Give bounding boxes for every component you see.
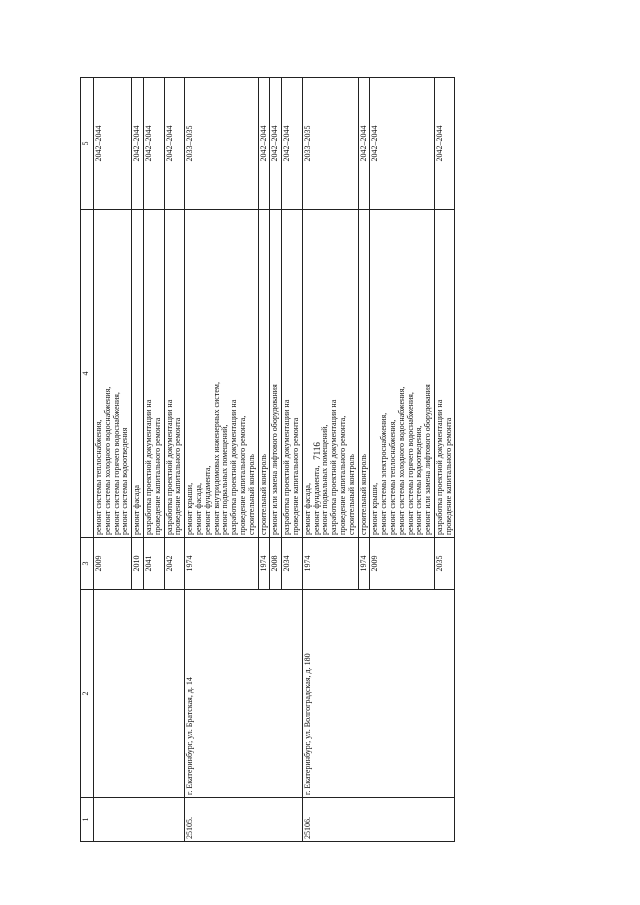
work-item: ремонт фундамента, (202, 465, 212, 535)
work-item: проведение капитального ремонта (152, 417, 162, 535)
header-col-2: 2 (81, 590, 94, 798)
table-header (81, 78, 94, 842)
table-row (302, 78, 358, 842)
period-cell: 2033–2035 (185, 78, 258, 210)
work-item: ремонт или замена лифтового оборудования (270, 384, 280, 535)
year-cell: 2009 (370, 538, 435, 590)
address-cell (94, 590, 185, 798)
work-item: ремонт системы теплоснабжения, (387, 419, 397, 535)
work-item: проведение капитального ремонта (290, 417, 300, 535)
header-row (81, 78, 94, 842)
header-col-4: 4 (81, 210, 94, 538)
work-item: разработка проектной документации на (329, 399, 339, 535)
work-item: разработка проектной документации на (282, 399, 292, 535)
year-cell: 2009 (94, 538, 132, 590)
work-item: проведение капитального ремонта, (237, 415, 247, 535)
period-cell: 2042–2044 (143, 78, 164, 210)
header-col-1: 1 (81, 798, 94, 842)
work-item: ремонт или замена лифтового оборудования (423, 384, 433, 535)
address-cell: г. Екатеринбург, ул. Братская, д. 14 (185, 590, 303, 798)
work-item: ремонт внутридомовых инженерных систем, (211, 382, 221, 535)
table-row (94, 78, 132, 842)
period-cell: 2042–2044 (270, 78, 282, 210)
work-item: ремонт системы горячего водоснабжения, (111, 392, 121, 535)
work-item: ремонт системы электроснабжения, (379, 412, 389, 535)
period-cell: 2033–2035 (302, 78, 358, 210)
work-item: ремонт системы теплоснабжения, (94, 419, 103, 535)
period-cell: 2042–2044 (358, 78, 370, 210)
header-col-5: 5 (81, 78, 94, 210)
period-cell: 2042–2044 (370, 78, 435, 210)
row-number-cell: 25106. (302, 798, 455, 842)
work-item: проведение капитального ремонта, (337, 415, 347, 535)
page-number: 7116 (311, 442, 322, 460)
address-cell: г. Екатеринбург, ул. Волгоградская, д. 180 (302, 590, 455, 798)
works-cell (358, 210, 370, 538)
works-cell (282, 210, 303, 538)
works-cell (302, 210, 358, 538)
works-cell (164, 210, 185, 538)
work-item: ремонт фасада, (193, 483, 203, 535)
work-item: проведение капитального ремонта (443, 417, 453, 535)
works-cell (143, 210, 164, 538)
period-cell: 2042–2044 (282, 78, 303, 210)
year-cell: 1974 (302, 538, 358, 590)
work-item: ремонт системы холодного водоснабжения, (396, 386, 406, 535)
work-item: ремонт фундамента, (311, 465, 321, 535)
works-cell (132, 210, 144, 538)
year-cell: 2041 (143, 538, 164, 590)
work-item: строительный контроль (246, 454, 256, 535)
period-cell: 2042–2044 (132, 78, 144, 210)
work-item: ремонт фасада, (302, 483, 312, 535)
work-item: разработка проектной документации на (164, 399, 174, 535)
row-number-cell (94, 798, 185, 842)
works-cell (185, 210, 258, 538)
work-item: строительный контроль (358, 454, 368, 535)
period-cell: 2042–2044 (434, 78, 455, 210)
work-item: разработка проектной документации на (229, 399, 239, 535)
works-cell (370, 210, 435, 538)
work-item: ремонт системы водоотведения, (414, 425, 424, 535)
work-item: ремонт системы холодного водоснабжения, (102, 386, 112, 535)
year-cell: 1974 (358, 538, 370, 590)
work-item: строительный контроль (258, 454, 268, 535)
works-cell (258, 210, 270, 538)
repair-schedule-table (80, 77, 455, 842)
work-item: ремонт подвальных помещений, (320, 424, 330, 535)
year-cell: 2008 (270, 538, 282, 590)
rotated-page (80, 78, 536, 842)
works-cell (94, 210, 132, 538)
year-cell: 2035 (434, 538, 455, 590)
year-cell: 1974 (258, 538, 270, 590)
works-cell (270, 210, 282, 538)
work-item: ремонт системы горячего водоснабжения, (405, 392, 415, 535)
work-item: строительный контроль (346, 454, 356, 535)
year-cell: 1974 (185, 538, 258, 590)
year-cell: 2034 (282, 538, 303, 590)
header-col-3: 3 (81, 538, 94, 590)
work-item: ремонт крыши, (370, 482, 380, 535)
work-item: ремонт фасада (132, 485, 142, 535)
period-cell: 2042–2044 (94, 78, 132, 210)
work-item: разработка проектной документации на (434, 399, 444, 535)
table-row (185, 78, 258, 842)
work-item: ремонт системы водоотведения (120, 427, 130, 535)
table-body (94, 78, 455, 842)
work-item: ремонт подвальных помещений, (220, 424, 230, 535)
work-item: разработка проектной документации на (143, 399, 153, 535)
year-cell: 2010 (132, 538, 144, 590)
works-cell (434, 210, 455, 538)
work-item: проведение капитального ремонта (173, 417, 183, 535)
year-cell: 2042 (164, 538, 185, 590)
row-number-cell: 25105. (185, 798, 303, 842)
work-item: ремонт крыши, (185, 482, 195, 535)
period-cell: 2042–2044 (258, 78, 270, 210)
period-cell: 2042–2044 (164, 78, 185, 210)
